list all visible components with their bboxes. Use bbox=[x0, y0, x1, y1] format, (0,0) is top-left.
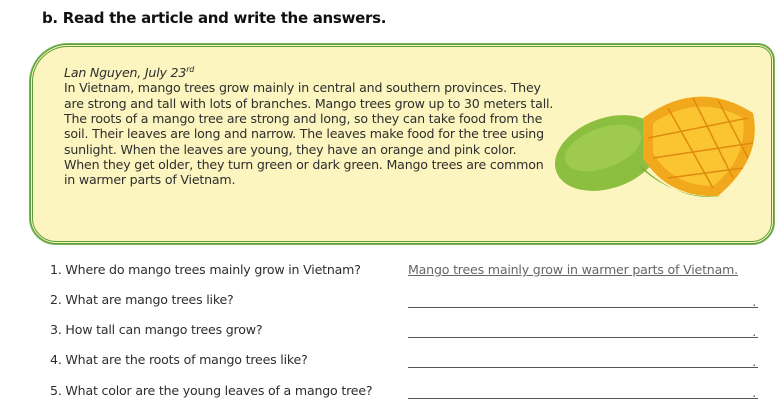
article-body: In Vietnam, mango trees grow mainly in central and southern provinces. They are strong and tall with lots of branches. Mango trees grow up to 30 meters tall. The roots of a mango tree are strong and long, so they can take food from the soil. Their leaves are long and narrow. The leaves make food for the tree using sunlight. When the leaves are young, they have an orange and pink color. When they get older, they turn green or dark green. Mango trees are common in warmer parts of Vietnam. bbox=[64, 80, 554, 188]
exercise-title: b. Read the article and write the answers. bbox=[42, 9, 387, 27]
article-text bbox=[64, 62, 554, 188]
author-date: Lan Nguyen, July 23 bbox=[64, 65, 187, 81]
question-1: 1. Where do mango trees mainly grow in Vietnam? bbox=[50, 262, 361, 277]
question-2: 2. What are mango trees like? bbox=[50, 292, 234, 307]
answer-3-field[interactable] bbox=[408, 322, 758, 338]
answer-2-field[interactable] bbox=[408, 292, 758, 308]
question-5: 5. What color are the young leaves of a mango tree? bbox=[50, 383, 373, 398]
answer-1-field[interactable]: Mango trees mainly grow in warmer parts of Vietnam. bbox=[408, 262, 738, 277]
answer-5-field[interactable] bbox=[408, 383, 758, 399]
article-byline bbox=[64, 62, 554, 80]
date-suffix: rd bbox=[186, 65, 195, 74]
question-3: 3. How tall can mango trees grow? bbox=[50, 322, 263, 337]
mango-image bbox=[548, 78, 768, 203]
question-4: 4. What are the roots of mango trees like? bbox=[50, 352, 308, 367]
answer-4-field[interactable] bbox=[408, 352, 758, 368]
